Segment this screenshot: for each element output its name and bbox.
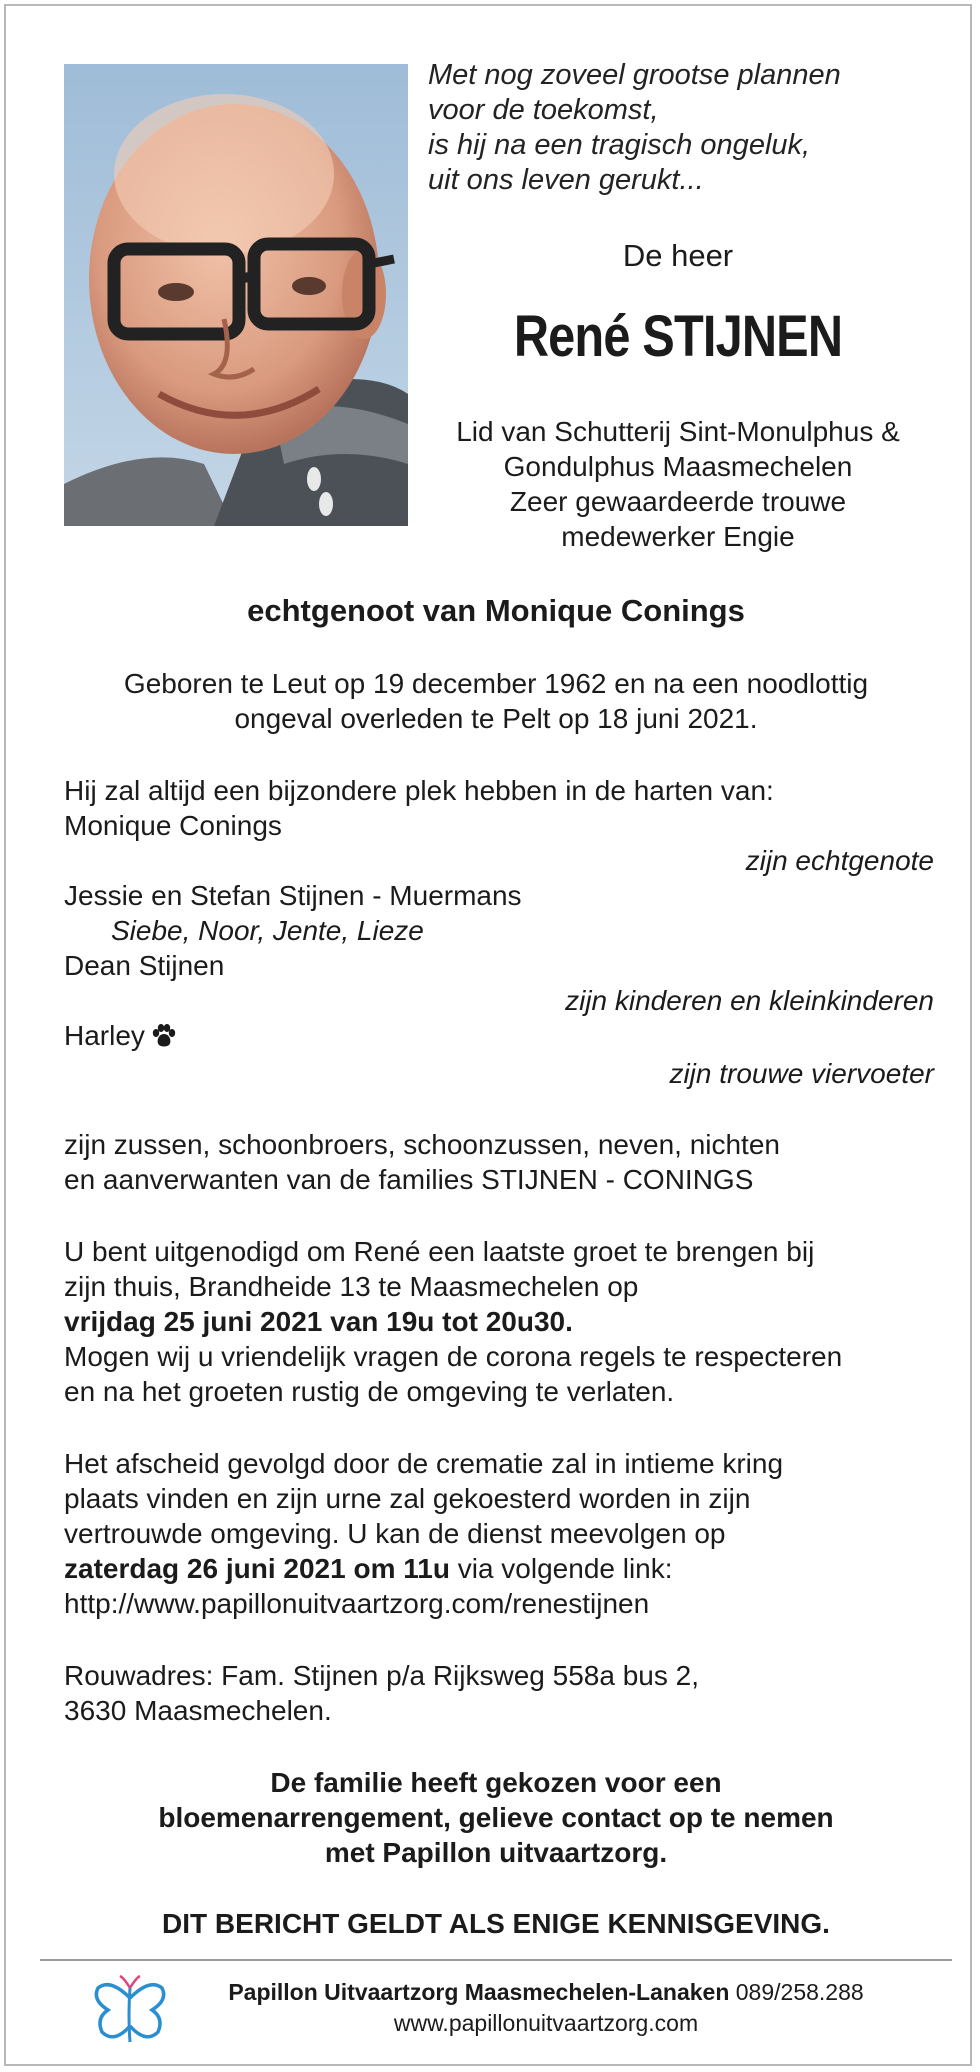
company-website[interactable]: www.papillonuitvaartzorg.com — [393, 2010, 699, 2036]
visitation-line: zijn thuis, Brandheide 13 te Maasmechelen op — [64, 1271, 639, 1302]
pet-name: Harley — [64, 1020, 145, 1051]
visitation-block — [64, 1234, 934, 1409]
visitation-line: Mogen wij u vriendelijk vragen de corona regels te respecteren — [64, 1341, 843, 1372]
pet-role: zijn trouwe viervoeter — [669, 1058, 934, 1089]
opening-poem — [428, 58, 948, 198]
flowers-notice — [6, 1765, 980, 1870]
link-intro: via volgende link: — [449, 1553, 673, 1584]
poem-line: uit ons leven gerukt... — [428, 164, 704, 196]
child-2: Dean Stijnen — [64, 950, 225, 981]
spouse-line: echtgenoot van Monique Conings — [247, 593, 745, 628]
poem-line: is hij na een tragisch ongeluk, — [428, 129, 811, 161]
children-role: zijn kinderen en kleinkinderen — [565, 985, 934, 1016]
survivors-block — [64, 773, 934, 1091]
official-notice: DIT BERICHT GELDT ALS ENIGE KENNISGEVING. — [162, 1908, 830, 1939]
salutation: De heer — [622, 238, 734, 273]
role-line: Zeer gewaardeerde trouwe — [509, 486, 847, 517]
farewell-date-bold: zaterdag 26 juni 2021 om 11u — [64, 1553, 450, 1584]
role-line: medewerker Engie — [561, 521, 795, 552]
relatives-line: zijn zussen, schoonbroers, schoonzussen, neven, nichten — [64, 1129, 780, 1160]
farewell-block — [64, 1446, 934, 1621]
roles-block — [408, 414, 948, 554]
portrait-photo — [64, 64, 408, 526]
role-line: Gondulphus Maasmechelen — [503, 451, 853, 482]
deceased-name: René STIJNEN — [513, 304, 843, 369]
survivors-intro: Hij zal altijd een bijzondere plek hebben in de harten van: — [64, 775, 774, 806]
birth-death-block — [6, 666, 980, 736]
grandchildren: Siebe, Noor, Jente, Lieze — [111, 915, 424, 946]
farewell-line: Het afscheid gevolgd door de crematie zal in intieme kring — [64, 1448, 784, 1479]
farewell-line: vertrouwde omgeving. U kan de dienst meevolgen op — [64, 1518, 726, 1549]
farewell-line: plaats vinden en zijn urne zal gekoesterd worden in zijn — [64, 1483, 751, 1514]
relatives-block — [64, 1127, 934, 1197]
paw-icon — [151, 1021, 177, 1056]
company-phone[interactable]: 089/258.288 — [729, 1979, 864, 2005]
visitation-datetime — [64, 1304, 934, 1339]
footer-line-1 — [156, 1977, 936, 2008]
child-family: Jessie en Stefan Stijnen - Muermans — [64, 880, 522, 911]
flowers-line: met Papillon uitvaartzorg. — [324, 1837, 668, 1868]
poem-line: Met nog zoveel grootse plannen — [428, 59, 841, 91]
poem-line: voor de toekomst, — [428, 94, 659, 126]
company-name: Papillon Uitvaartzorg Maasmechelen-Lanaken — [228, 1979, 730, 2005]
footer-divider — [40, 1959, 952, 1961]
visitation-line: en na het groeten rustig de omgeving te verlaten. — [64, 1376, 675, 1407]
visitation-line: U bent uitgenodigd om René een laatste groet te brengen bij — [64, 1236, 815, 1267]
flowers-line: bloemenarrengement, gelieve contact op te nemen — [158, 1802, 834, 1833]
flowers-line: De familie heeft gekozen voor een — [270, 1767, 722, 1798]
birth-death-line: ongeval overleden te Pelt op 18 juni 2021. — [234, 703, 758, 734]
footer-contact — [156, 1977, 936, 2039]
address-block — [64, 1658, 934, 1728]
relatives-line: en aanverwanten van de families STIJNEN - CONINGS — [64, 1164, 754, 1195]
pet-line — [64, 1018, 934, 1056]
address-line: Rouwadres: Fam. Stijnen p/a Rijksweg 558a bus 2, — [64, 1660, 699, 1691]
farewell-datetime-line — [64, 1551, 934, 1586]
birth-death-line: Geboren te Leut op 19 december 1962 en na een noodlottig — [123, 668, 869, 699]
spouse-name: Monique Conings — [64, 810, 282, 841]
livestream-link[interactable]: http://www.papillonuitvaartzorg.com/renestijnen — [64, 1588, 650, 1619]
role-line: Lid van Schutterij Sint-Monulphus & — [456, 416, 900, 447]
visitation-date-bold: vrijdag 25 juni 2021 van 19u tot 20u30. — [64, 1306, 573, 1337]
address-line: 3630 Maasmechelen. — [64, 1695, 332, 1726]
spouse-role: zijn echtgenote — [745, 845, 934, 876]
obituary-card — [4, 4, 972, 2066]
